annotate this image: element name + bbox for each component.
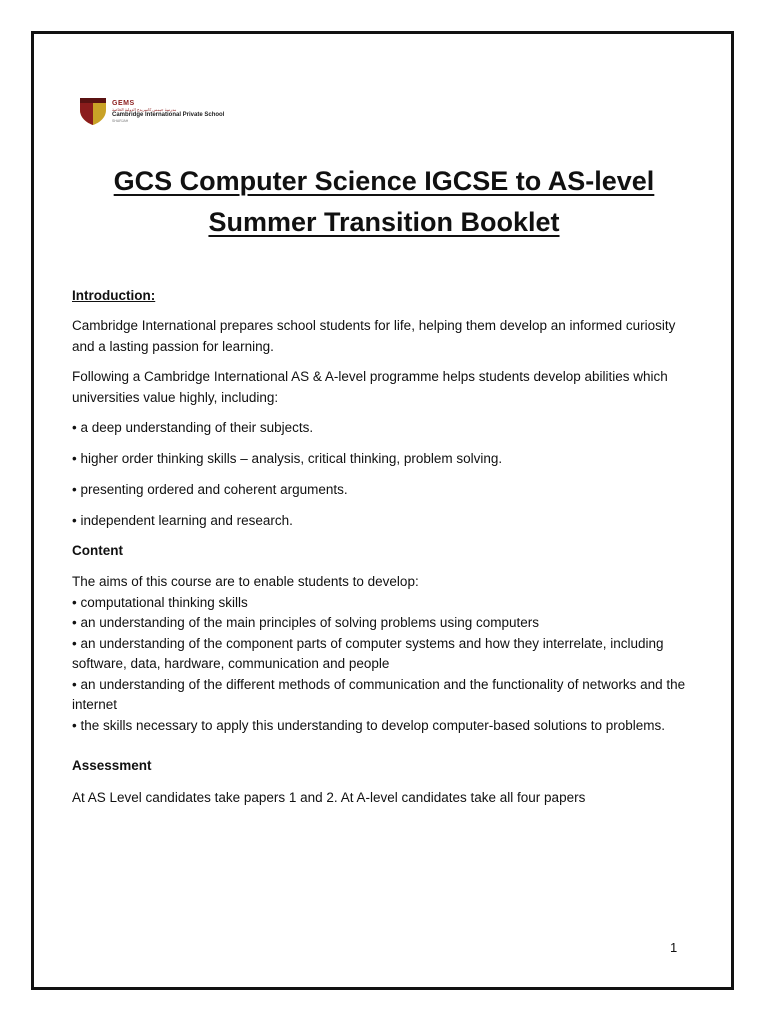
introduction-heading: Introduction: [72, 288, 156, 303]
content-section [72, 572, 696, 736]
content-intro: The aims of this course are to enable students to develop: [72, 574, 419, 589]
content-bullet: • an understanding of the component parts of computer systems and how they interrelate, including software, data, hardware, communication and people [72, 635, 664, 671]
logo-text [112, 100, 224, 123]
page-number: 1 [670, 940, 678, 955]
intro-heading [72, 286, 696, 307]
intro-bullet: • presenting ordered and coherent arguments. [72, 482, 348, 497]
content-bullet: • the skills necessary to apply this understanding to develop computer-based solutions to problems. [72, 717, 666, 733]
logo-school-name: Cambridge International Private School [112, 111, 225, 118]
logo-location: SHARJAH [112, 118, 129, 123]
shield-logo-icon [78, 96, 108, 126]
content-bullet: • computational thinking skills [72, 594, 248, 610]
logo-arabic: مدرسة جيمس كامبريدج الدولية الخاصة [112, 106, 177, 112]
intro-bullet: • a deep understanding of their subjects. [72, 420, 314, 435]
content-bullet: • an understanding of the main principles of solving problems using computers [72, 615, 539, 630]
intro-bullet: • higher order thinking skills – analysis, critical thinking, problem solving. [72, 451, 503, 466]
intro-para-2: Following a Cambridge International AS & A-level programme helps students develop abilities which universities value highly, including: [72, 369, 668, 405]
title-line-2: Summer Transition Booklet [208, 207, 560, 237]
intro-bullet: • independent learning and research. [72, 513, 293, 528]
content-heading: Content [72, 543, 123, 558]
assessment-text: At AS Level candidates take papers 1 and 2. At A-level candidates take all four papers [72, 790, 586, 805]
logo-brand: GEMS [112, 99, 135, 107]
content-bullet: • an understanding of the different methods of communication and the functionality of networks and the internet [72, 676, 686, 712]
intro-para-1: Cambridge International prepares school students for life, helping them develop an informed curiosity and a lasting passion for learning. [72, 318, 676, 354]
assessment-heading: Assessment [72, 758, 152, 773]
title-line-1: GCS Computer Science IGCSE to AS-level [113, 166, 655, 196]
school-logo [78, 96, 224, 126]
